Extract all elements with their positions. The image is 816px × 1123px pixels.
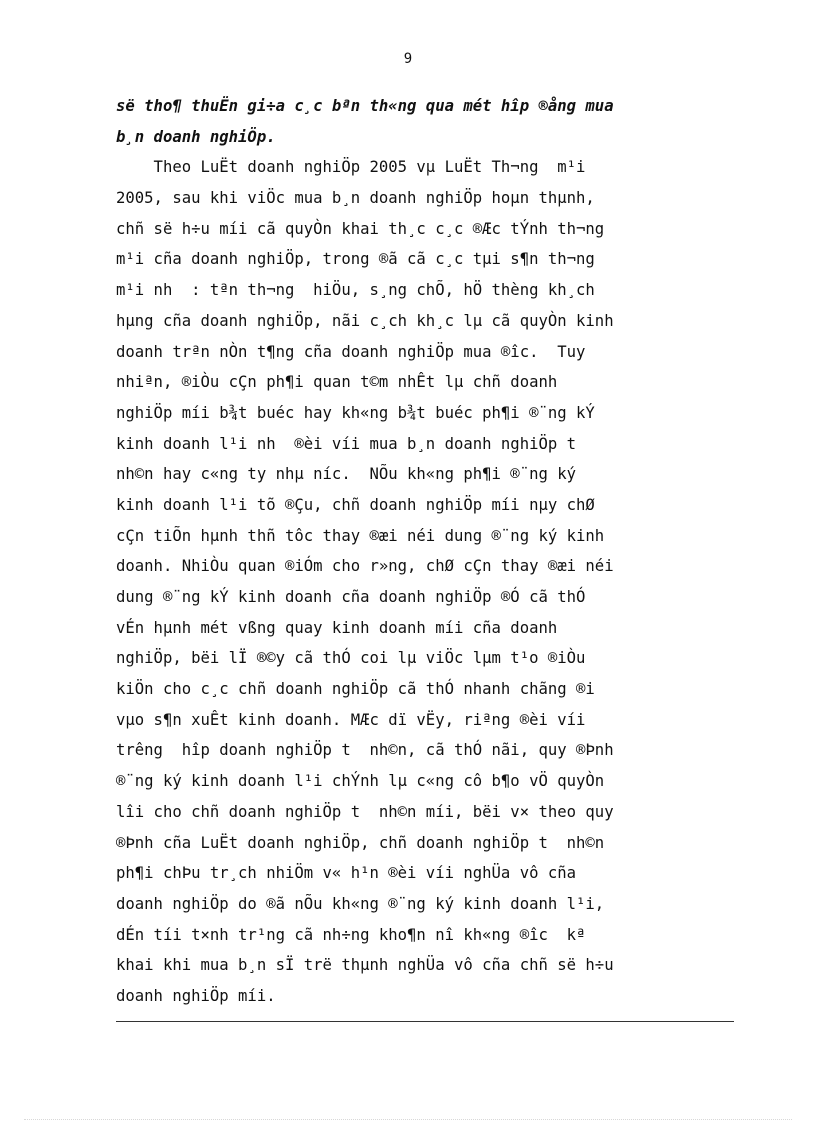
text-line: ®¨ng ký kinh doanh l¹i chÝnh lµ c«ng cô b¶o vÖ quyÒn bbox=[116, 772, 605, 791]
text-line: Theo LuËt doanh nghiÖp 2005 vµ LuËt Th¬ng m¹i bbox=[116, 158, 586, 177]
text-line: trêng hîp doanh nghiÖp t nh©n, cã thÓ nãi, quy ®Þnh bbox=[116, 741, 614, 760]
text-line: kiÖn cho c¸c chñ doanh nghiÖp cã thÓ nhanh chãng ®i bbox=[116, 680, 595, 699]
footer-divider bbox=[116, 1021, 734, 1022]
text-line: lîi cho chñ doanh nghiÖp t nh©n míi, bëi v× theo quy bbox=[116, 802, 614, 821]
text-line: kinh doanh l¹i nh ®èi víi mua b¸n doanh nghiÖp t bbox=[116, 434, 577, 453]
page-bottom-dotted-line bbox=[24, 1119, 792, 1120]
text-line: b¸n doanh nghiÖp. bbox=[116, 127, 276, 146]
text-line: vµo s¶n xuÊt kinh doanh. MÆc dï vËy, riªng ®èi víi bbox=[116, 710, 586, 729]
text-line: dung ®¨ng kÝ kinh doanh cña doanh nghiÖp ®Ó cã thÓ bbox=[116, 588, 586, 606]
body-text bbox=[116, 91, 734, 1012]
text-line: doanh trªn nÒn t¶ng cña doanh nghiÖp mua ®îc. Tuy bbox=[116, 342, 586, 361]
text-line: m¹i nh : tªn th¬ng hiÖu, s¸ng chÕ, hÖ thèng kh¸ch bbox=[116, 281, 595, 300]
text-line: hµng cña doanh nghiÖp, nãi c¸ch kh¸c lµ cã quyÒn kinh bbox=[116, 311, 614, 330]
text-line: nghiÖp míi b¾t buéc hay kh«ng b¾t buéc ph¶i ®¨ng kÝ bbox=[116, 403, 595, 422]
text-line: ph¶i chÞu tr¸ch nhiÖm v« h¹n ®èi víi nghÜa vô cña bbox=[116, 864, 577, 883]
text-line: cÇn tiÕn hµnh thñ tôc thay ®æi néi dung ®¨ng ký kinh bbox=[116, 526, 605, 545]
text-line: doanh nghiÖp míi. bbox=[116, 986, 276, 1005]
text-line: vÉn hµnh mét vßng quay kinh doanh míi cña doanh bbox=[116, 618, 558, 637]
text-line: nh©n hay c«ng ty nhµ níc. NÕu kh«ng ph¶i ®¨ng ký bbox=[116, 465, 577, 484]
text-line: ®Þnh cña LuËt doanh nghiÖp, chñ doanh nghiÖp t nh©n bbox=[116, 833, 605, 852]
text-line: khai khi mua b¸n sÏ trë thµnh nghÜa vô cña chñ së h÷u bbox=[116, 956, 614, 975]
text-line: dÉn tíi t×nh tr¹ng cã nh÷ng kho¶n nî kh«ng ®îc kª bbox=[116, 925, 586, 944]
text-line: së tho¶ thuËn gi÷a c¸c bªn th«ng qua mét hîp ®ång mua bbox=[116, 97, 614, 115]
text-line: doanh nghiÖp do ®ã nÕu kh«ng ®¨ng ký kinh doanh l¹i, bbox=[116, 894, 605, 913]
text-line: doanh. NhiÒu quan ®iÓm cho r»ng, chØ cÇn thay ®æi néi bbox=[116, 557, 614, 576]
text-line: kinh doanh l¹i tõ ®Çu, chñ doanh nghiÖp míi nµy chØ bbox=[116, 495, 595, 514]
text-line: 2005, sau khi viÖc mua b¸n doanh nghiÖp hoµn thµnh, bbox=[116, 189, 595, 208]
page-number: 9 bbox=[403, 51, 413, 67]
text-line: chñ së h÷u míi cã quyÒn khai th¸c c¸c ®Æc tÝnh th¬ng bbox=[116, 219, 605, 238]
text-line: nhiªn, ®iÒu cÇn ph¶i quan t©m nhÊt lµ chñ doanh bbox=[116, 373, 558, 392]
text-line: nghiÖp, bëi lÏ ®©y cã thÓ coi lµ viÖc lµm t¹o ®iÒu bbox=[116, 649, 586, 668]
text-line: m¹i cña doanh nghiÖp, trong ®ã cã c¸c tµi s¶n th¬ng bbox=[116, 250, 595, 269]
